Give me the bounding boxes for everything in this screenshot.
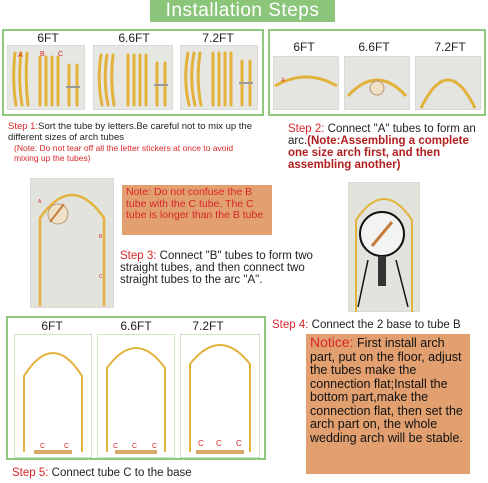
step5-size-6ft: 6FT bbox=[41, 319, 63, 333]
step1-letter-c: C bbox=[58, 51, 64, 58]
step1-photo-6ft bbox=[7, 45, 85, 110]
step1-size-6ft: 6FT bbox=[37, 31, 59, 45]
step5-label: Step 5: bbox=[12, 467, 49, 479]
notice-box bbox=[306, 334, 470, 474]
step2-photo-6ft bbox=[273, 56, 339, 110]
step1-note: (Note: Do not tear off all the letter stickers at once to avoid mixing up the tubes) bbox=[14, 143, 234, 163]
step3-label: Step 3: bbox=[120, 250, 157, 262]
step1-label: Step 1: bbox=[8, 121, 39, 132]
svg-text:C: C bbox=[132, 443, 138, 450]
step3-text: Connect "B" tubes to form two straight tubes, and then connect two straight tubes to the arc "A". bbox=[120, 250, 313, 286]
step2-description bbox=[288, 123, 484, 171]
svg-text:C: C bbox=[236, 439, 242, 448]
step2-text: Connect "A" tubes to form an arc. bbox=[288, 123, 476, 147]
step5-size-7-2ft: 7.2FT bbox=[192, 319, 224, 333]
step3-note-box bbox=[122, 185, 272, 235]
step1-photo-6-6ft bbox=[93, 45, 173, 110]
step4-text: Connect the 2 base to tube B bbox=[308, 319, 461, 331]
step3-photo-arch bbox=[30, 178, 114, 308]
step3-note: Note: Do not confuse the B tube with the C tube. The C tube is longer than the B tube bbox=[126, 186, 264, 221]
step1-photo-7-2ft bbox=[180, 45, 258, 110]
svg-text:C: C bbox=[198, 439, 204, 448]
svg-text:C: C bbox=[113, 443, 119, 450]
step2-letter-a: A bbox=[281, 78, 286, 84]
notice-text: First install arch part, put on the floor, adjust the tubes make the connection flat;Install the bottom part,make the connection flat, then set the arch part on, the whole wedding arch will be stable. bbox=[310, 336, 463, 445]
page-title: Installation Steps bbox=[150, 0, 335, 22]
step3-description bbox=[120, 250, 345, 286]
step5-description bbox=[12, 467, 272, 480]
step5-size-6-6ft: 6.6FT bbox=[120, 319, 152, 333]
step3-letter-c: C bbox=[99, 274, 103, 280]
notice-label: Notice: bbox=[310, 334, 354, 350]
step1-letter-a: A bbox=[18, 52, 23, 59]
step2-size-7-2ft: 7.2FT bbox=[434, 40, 466, 54]
step1-letter-b: B bbox=[40, 51, 45, 58]
step5-photo-7-2ft bbox=[180, 334, 260, 458]
step5-letter-c: C bbox=[40, 443, 46, 450]
step4-description bbox=[272, 319, 487, 331]
step3-letter-a: A bbox=[38, 199, 42, 205]
step5-photo-6-6ft bbox=[97, 334, 175, 458]
step4-label: Step 4: bbox=[272, 319, 309, 331]
step2-note: (Note:Assembling a complete one size arch first, and then assembling another) bbox=[288, 135, 469, 171]
step2-label: Step 2: bbox=[288, 123, 325, 135]
step1-size-6-6ft: 6.6FT bbox=[118, 31, 150, 45]
step5-text: Connect tube C to the base bbox=[48, 467, 192, 479]
step1-description bbox=[8, 121, 270, 143]
step1-size-7-2ft: 7.2FT bbox=[202, 31, 234, 45]
step2-size-6ft: 6FT bbox=[293, 40, 315, 54]
step2-photo-6-6ft bbox=[344, 56, 410, 110]
notice-content bbox=[310, 336, 466, 445]
svg-text:C: C bbox=[152, 443, 158, 450]
step3-letter-b: B bbox=[99, 234, 103, 240]
step1-text: Sort the tube by letters.Be careful not to mix up the different sizes of arch tubes bbox=[8, 121, 252, 143]
svg-text:C: C bbox=[216, 439, 222, 448]
step5-photo-6ft bbox=[14, 334, 92, 458]
step4-photo-base bbox=[348, 182, 420, 312]
step2-size-6-6ft: 6.6FT bbox=[358, 40, 390, 54]
step2-photo-7-2ft bbox=[415, 56, 481, 110]
svg-text:C: C bbox=[64, 443, 70, 450]
